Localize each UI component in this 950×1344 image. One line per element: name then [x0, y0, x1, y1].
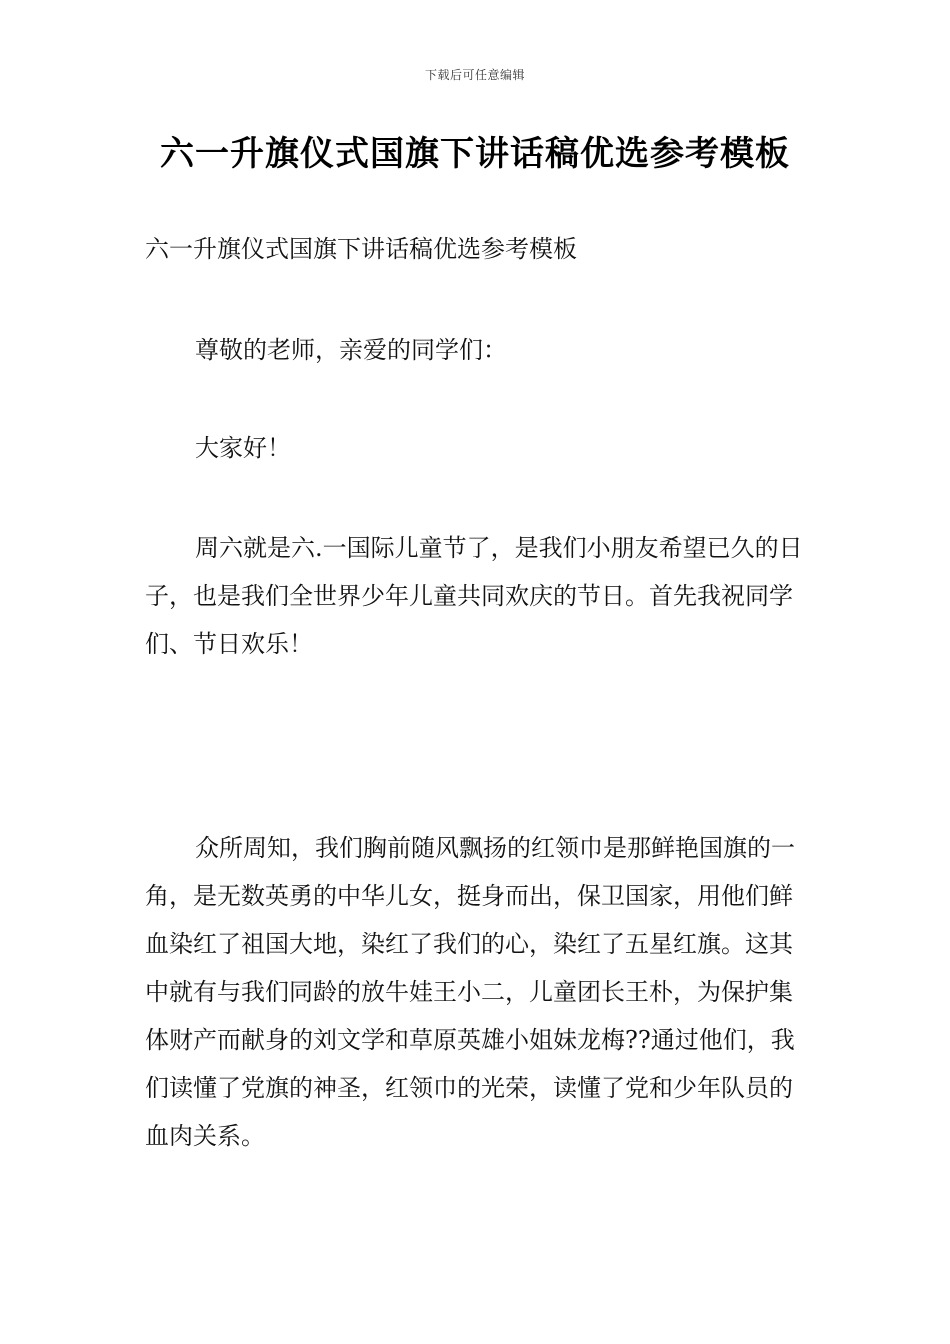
body-paragraph-1: 周六就是六.一国际儿童节了，是我们小朋友希望已久的日子，也是我们全世界少年儿童共同欢庆的节日。首先我祝同学们、节日欢乐！	[145, 534, 803, 658]
body-paragraph-2: 众所周知，我们胸前随风飘扬的红领巾是那鲜艳国旗的一角，是无数英勇的中华儿女，挺身而出，保卫国家，用他们鲜血染红了祖国大地，染红了我们的心，染红了五星红旗。这其中就有与我们同龄的放牛娃王小二，儿童团长王朴，为保护集体财产而献身的刘文学和草原英雄小姐妹龙梅??通过他们，我们读懂了党旗的神圣，红领巾的光荣，读懂了党和少年队员的血肉关系。	[145, 834, 795, 1150]
header-note: 下载后可任意编辑	[424, 68, 525, 82]
hello-line: 大家好！	[195, 434, 291, 462]
document-subtitle: 六一升旗仪式国旗下讲话稿优选参考模板	[145, 235, 577, 263]
greeting-line: 尊敬的老师，亲爱的同学们：	[195, 336, 507, 364]
document-title: 六一升旗仪式国旗下讲话稿优选参考模板	[160, 134, 790, 174]
